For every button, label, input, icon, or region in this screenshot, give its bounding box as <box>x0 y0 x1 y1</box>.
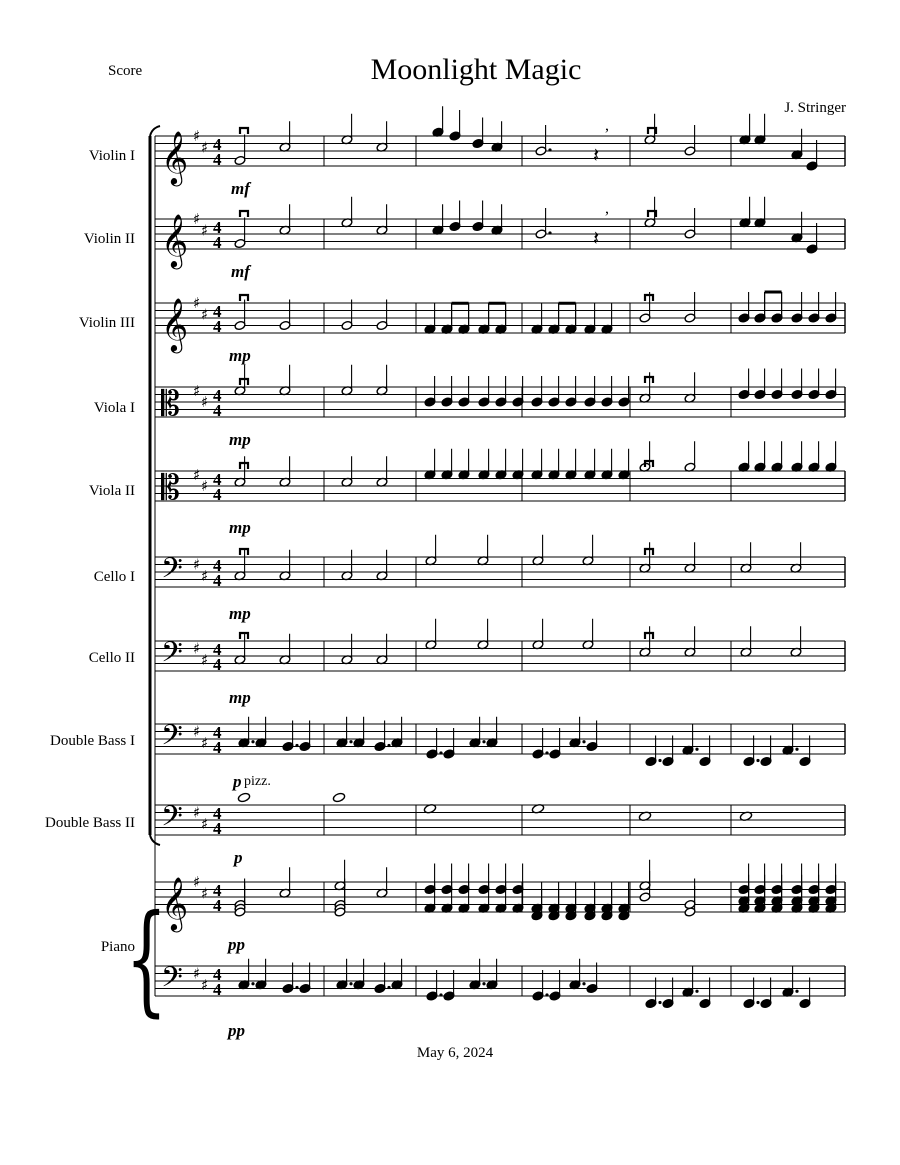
note-dot <box>795 748 798 751</box>
instrument-label-viola-1: Viola I <box>93 400 135 416</box>
staff-9-time-numerator: 4 <box>213 804 222 823</box>
piano-brace: { <box>125 888 168 1029</box>
note-dot <box>387 986 390 989</box>
note-dot <box>756 759 759 762</box>
instrument-label-violin-1: Violin I <box>88 148 135 164</box>
note-dot <box>251 982 254 985</box>
note-dot <box>582 982 585 985</box>
dynamic-violin-2: mf <box>231 262 250 281</box>
staff-2-clef-treble: 𝄞 <box>161 213 189 267</box>
staff-1-clef-treble: 𝄞 <box>161 130 189 184</box>
down-bow-mark <box>645 549 653 555</box>
staff-10-sharp: ♯ <box>201 884 209 903</box>
note-dot <box>482 982 485 985</box>
down-bow-mark <box>240 549 248 555</box>
staff-10-time-denominator: 4 <box>213 896 222 915</box>
note-dot <box>295 744 298 747</box>
down-bow-mark <box>240 128 248 134</box>
note-dot <box>658 759 661 762</box>
staff-6-clef-bass: 𝄢 <box>161 552 183 592</box>
instrument-label-viola-2: Viola II <box>88 483 135 499</box>
staff-8-sharp: ♯ <box>201 733 209 752</box>
page-title: Moonlight Magic <box>370 53 582 86</box>
staff-10-time-numerator: 4 <box>213 881 222 900</box>
note-dot <box>387 744 390 747</box>
staff-7-sharp: ♯ <box>201 650 209 669</box>
notehead <box>237 792 250 803</box>
note-dot <box>695 990 698 993</box>
down-bow-mark <box>645 377 653 383</box>
staff-6-time-denominator: 4 <box>213 571 222 590</box>
instrument-label-cello-2: Cello II <box>88 650 135 666</box>
instrument-label-double-bass-1: Double Bass I <box>50 733 135 749</box>
instrument-label-piano: Piano <box>100 939 135 955</box>
staff-10-clef-treble: 𝄞 <box>161 876 189 930</box>
note-dot <box>251 740 254 743</box>
staff-1-sharp: ♯ <box>193 127 201 145</box>
footer-date: May 6, 2024 <box>416 1045 494 1061</box>
note-dot <box>695 748 698 751</box>
staff-1-sharp: ♯ <box>201 138 209 157</box>
note-dot <box>548 148 551 151</box>
dynamic-piano-rh: pp <box>228 935 245 954</box>
instrument-label-cello-1: Cello I <box>93 569 135 585</box>
staff-11-clef-bass: 𝄢 <box>161 961 183 1001</box>
staff-3-sharp: ♯ <box>193 294 201 312</box>
staff-5-sharp: ♯ <box>201 477 209 495</box>
down-bow-mark <box>240 463 248 469</box>
staff-2-time-denominator: 4 <box>213 233 222 252</box>
notehead <box>332 792 345 803</box>
down-bow-mark <box>240 379 248 385</box>
staff-7-clef-bass: 𝄢 <box>161 636 183 676</box>
staff-10-sharp: ♯ <box>193 873 201 891</box>
note-dot <box>548 231 551 234</box>
down-bow-mark <box>645 633 653 639</box>
staff-9-clef-bass: 𝄢 <box>161 800 183 840</box>
staff-8-sharp: ♯ <box>193 722 201 741</box>
note-dot <box>756 1001 759 1004</box>
note-dot <box>795 990 798 993</box>
down-bow-mark <box>240 633 248 639</box>
staff-2-sharp: ♯ <box>201 221 209 240</box>
staff-8-clef-bass: 𝄢 <box>161 719 183 759</box>
staff-6-time-numerator: 4 <box>213 556 222 575</box>
staff-11-sharp: ♯ <box>193 964 201 983</box>
instrument-label-double-bass-2: Double Bass II <box>45 815 135 831</box>
note-dot <box>295 986 298 989</box>
composer-credit: J. Stringer <box>784 100 846 116</box>
staff-4-time-denominator: 4 <box>213 401 222 420</box>
staff-7-sharp: ♯ <box>193 639 201 658</box>
staff-3-time-numerator: 4 <box>213 302 222 321</box>
note-dot <box>349 740 352 743</box>
staff-11-time-denominator: 4 <box>213 980 222 999</box>
staff-5-sharp: ♯ <box>193 465 201 484</box>
technique-pizz: pizz. <box>244 774 271 789</box>
staff-3-clef-treble: 𝄞 <box>161 297 189 351</box>
dynamic-cello-2: mp <box>229 688 251 707</box>
strings-bracket-top <box>150 126 160 136</box>
staff-4-clef-alto: 𝄡 <box>161 384 180 424</box>
dynamic-double-bass-1: p <box>233 772 242 791</box>
staff-4-time-numerator: 4 <box>213 386 222 405</box>
down-bow-mark <box>240 295 248 301</box>
staff-7-time-numerator: 4 <box>213 640 222 659</box>
note-dot <box>658 1001 661 1004</box>
staff-3-time-denominator: 4 <box>213 317 222 336</box>
dynamic-piano-lh: pp <box>228 1021 245 1040</box>
staff-9-sharp: ♯ <box>201 814 209 833</box>
staff-2-time-numerator: 4 <box>213 218 222 237</box>
breath-mark: , <box>605 200 609 217</box>
score-label: Score <box>108 63 143 79</box>
note-dot <box>349 982 352 985</box>
staff-9-time-denominator: 4 <box>213 819 222 838</box>
note-dot <box>439 751 442 754</box>
staff-11-time-numerator: 4 <box>213 965 222 984</box>
note-dot <box>439 993 442 996</box>
down-bow-mark <box>645 295 653 301</box>
staff-3-sharp: ♯ <box>201 305 209 324</box>
staff-8-time-denominator: 4 <box>213 738 222 757</box>
staff-9-sharp: ♯ <box>193 803 201 822</box>
dynamic-cello-1: mp <box>229 604 251 623</box>
dynamic-double-bass-2: p <box>234 848 243 867</box>
staff-5-time-numerator: 4 <box>213 470 222 489</box>
dynamic-viola-2: mp <box>229 518 251 537</box>
staff-5-clef-alto: 𝄡 <box>161 468 180 508</box>
staff-11-sharp: ♯ <box>201 975 209 994</box>
staff-5-time-denominator: 4 <box>213 485 222 504</box>
quarter-rest: 𝄽 <box>593 226 600 250</box>
note-dot <box>545 751 548 754</box>
quarter-rest: 𝄽 <box>593 143 600 167</box>
staff-8-time-numerator: 4 <box>213 723 222 742</box>
staff-6-sharp: ♯ <box>193 555 201 574</box>
staff-4-sharp: ♯ <box>201 393 209 411</box>
dynamic-violin-3: mp <box>229 346 251 365</box>
staff-1-time-numerator: 4 <box>213 135 222 154</box>
dynamic-viola-1: mp <box>229 430 251 449</box>
instrument-label-violin-2: Violin II <box>83 231 135 247</box>
breath-mark: , <box>605 117 609 134</box>
instrument-label-violin-3: Violin III <box>78 315 135 331</box>
staff-6-sharp: ♯ <box>201 566 209 585</box>
staff-1-time-denominator: 4 <box>213 150 222 169</box>
staff-4-sharp: ♯ <box>193 381 201 400</box>
dynamic-violin-1: mf <box>231 179 250 198</box>
down-bow-mark <box>240 211 248 217</box>
note-dot <box>545 993 548 996</box>
staff-2-sharp: ♯ <box>193 210 201 228</box>
staff-7-time-denominator: 4 <box>213 655 222 674</box>
note-dot <box>482 740 485 743</box>
note-dot <box>582 740 585 743</box>
